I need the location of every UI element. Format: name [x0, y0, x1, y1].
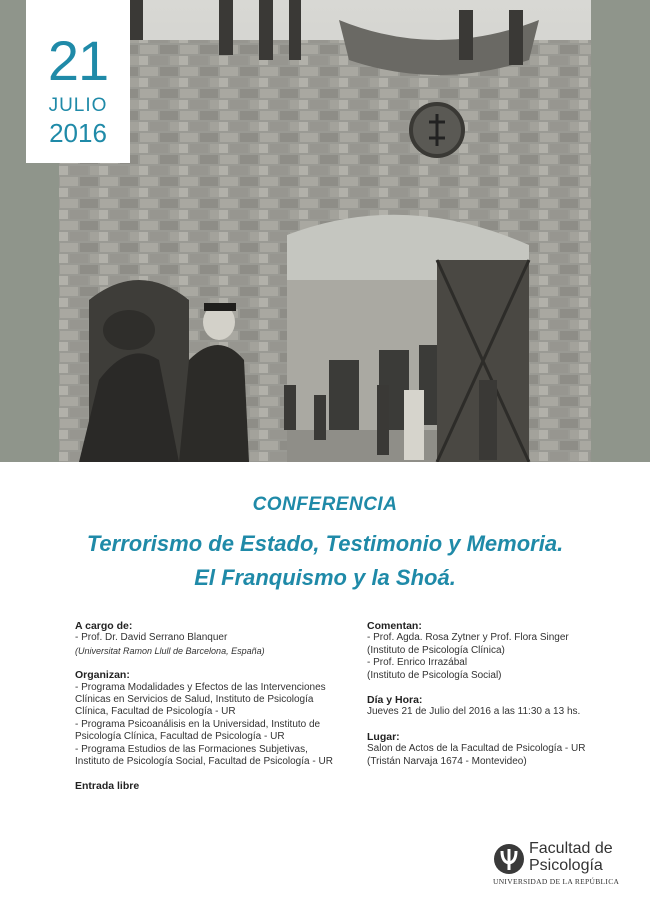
logo-line1: Facultad de: [529, 840, 613, 857]
cargo-label: A cargo de:: [75, 620, 133, 632]
org-line: - Programa Estudios de las Formaciones Subjetivas,: [75, 743, 308, 755]
lugar-line1: Salon de Actos de la Facultad de Psicología - UR: [367, 743, 586, 755]
comentan-line: (Instituto de Psicología Social): [367, 669, 502, 681]
cargo-affiliation: (Universitat Ramon Llull de Barcelona, España): [75, 645, 265, 656]
logo-line3: UNIVERSIDAD DE LA REPÚBLICA: [493, 877, 620, 886]
right-column: [367, 620, 607, 768]
dia-value: Jueves 21 de Julio del 2016 a las 11:30 a 13 hs.: [367, 706, 581, 718]
org-line: Instituto de Psicología Social, Facultad de Psicología - UR: [75, 756, 333, 768]
organizan-label: Organizan:: [75, 669, 130, 682]
comentan-line: - Prof. Agda. Rosa Zytner y Prof. Flora Singer: [367, 632, 569, 644]
date-day: 21: [47, 29, 109, 92]
event-title-line2: El Franquismo y la Shoá.: [194, 565, 456, 590]
date-month: JULIO: [48, 95, 108, 116]
org-line: - Programa Modalidades y Efectos de las Intervenciones: [75, 681, 326, 693]
event-type: CONFERENCIA: [252, 494, 398, 515]
psi-logo-icon: [493, 842, 525, 876]
lugar-label: Lugar:: [367, 730, 400, 743]
historical-photo: [59, 0, 591, 462]
lugar-line2: (Tristán Narvaja 1674 - Montevideo): [367, 755, 527, 767]
comentan-line: - Prof. Enrico Irrazábal: [367, 657, 468, 669]
org-line: Clínicas en Servicios de Salud, Instituto de Psicología: [75, 694, 314, 706]
gate-photo-illustration: [59, 0, 591, 462]
org-line: Clínica, Facultad de Psicología - UR: [75, 706, 236, 718]
comentan-line: (Instituto de Psicología Clínica): [367, 644, 505, 656]
date-year: 2016: [49, 118, 107, 148]
left-column: [75, 620, 350, 793]
date-badge: [26, 0, 130, 163]
cargo-speaker: - Prof. Dr. David Serrano Blanquer: [75, 632, 228, 644]
entrada-libre: Entrada libre: [75, 780, 140, 793]
facultad-logo: [493, 840, 633, 890]
org-line: Psicología Clínica, Facultad de Psicología - UR: [75, 731, 285, 743]
event-title-line1: Terrorismo de Estado, Testimonio y Memoria.: [86, 531, 564, 556]
comentan-label: Comentan:: [367, 620, 422, 632]
logo-line2: Psicología: [529, 857, 603, 874]
org-line: - Programa Psicoanálisis en la Universidad, Instituto de: [75, 718, 321, 730]
dia-label: Día y Hora:: [367, 694, 423, 707]
